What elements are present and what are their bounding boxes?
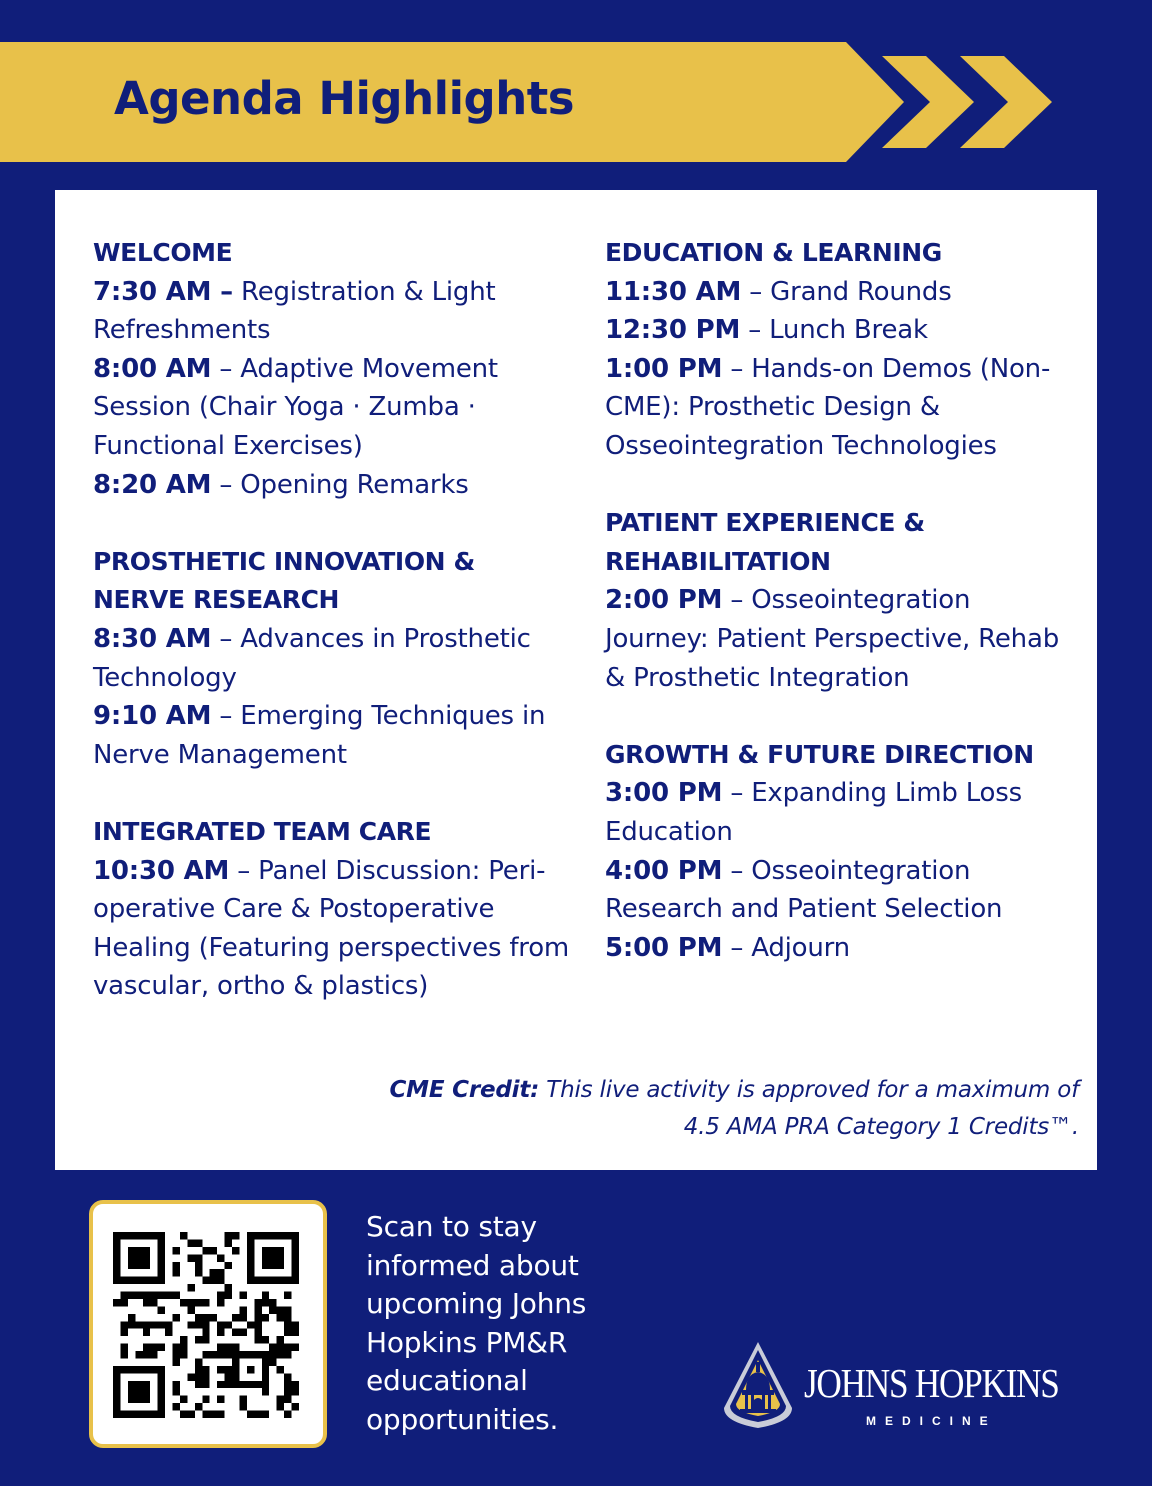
agenda-item-description: – Adaptive Movement Session (Chair Yoga · Zumba · Functional Exercises) (93, 353, 498, 461)
agenda-item (605, 774, 1075, 851)
logo-subtitle: MEDICINE (866, 1414, 997, 1428)
qr-code-card[interactable] (89, 1200, 327, 1448)
agenda-item-description: – Osseointegration Journey: Patient Perspective, Rehab & Prosthetic Integration (605, 585, 1059, 693)
agenda-left-column (93, 234, 573, 1044)
page-title: Agenda Highlights (114, 72, 575, 125)
agenda-item-description: – Panel Discussion: Peri-operative Care & Postoperative Healing (Featuring perspectives from vascular, ortho & plastics) (93, 855, 570, 1002)
johns-hopkins-shield-icon (720, 1340, 796, 1430)
agenda-item-description: – Advances in Prosthetic Technology (93, 623, 531, 693)
section-heading: INTEGRATED TEAM CARE (93, 816, 432, 846)
cme-credit-text: This live activity is approved for a maximum of 4.5 AMA PRA Category 1 Credits™. (539, 1077, 1079, 1140)
agenda-item-time: 11:30 AM (605, 276, 742, 307)
agenda-item-time: 5:00 PM (605, 932, 723, 963)
agenda-item (605, 581, 1075, 697)
agenda-item (605, 929, 1075, 968)
agenda-item (93, 620, 573, 697)
agenda-item-time: 8:30 AM (93, 623, 212, 654)
agenda-item (605, 852, 1075, 929)
logo-name: JOHNS HOPKINS (804, 1360, 1059, 1406)
agenda-item-description: – Opening Remarks (211, 469, 469, 500)
scan-info-text: Scan to stay informed about upcoming Johns Hopkins PM&R educational opportunities. (366, 1210, 587, 1436)
agenda-item-description: – Hands-on Demos (Non-CME): Prosthetic Design & Osseointegration Technologies (605, 353, 1051, 461)
agenda-item-time: 7:30 AM – (93, 276, 233, 307)
agenda-section (605, 234, 1075, 466)
agenda-item-description: – Adjourn (722, 932, 850, 963)
agenda-item-description: Registration & Light Refreshments (93, 276, 496, 346)
agenda-section (93, 234, 573, 504)
agenda-section (93, 543, 573, 775)
agenda-item-description: – Expanding Limb Loss Education (605, 778, 1022, 847)
agenda-item (605, 273, 1075, 312)
agenda-item-description: – Grand Rounds (741, 276, 952, 307)
agenda-item (93, 466, 573, 505)
agenda-item (93, 697, 573, 774)
section-heading: PATIENT EXPERIENCE & REHABILITATION (605, 508, 925, 576)
agenda-item (93, 273, 573, 350)
agenda-item-time: 8:00 AM (93, 353, 212, 384)
section-heading: WELCOME (93, 238, 233, 267)
agenda-item-time: 4:00 PM (605, 855, 723, 886)
agenda-item-description: – Lunch Break (740, 315, 928, 346)
agenda-right-column (605, 234, 1075, 1006)
agenda-panel (55, 190, 1097, 1170)
agenda-item (93, 350, 573, 466)
qr-code-icon[interactable] (113, 1232, 299, 1418)
agenda-item-time: 9:10 AM (93, 701, 212, 732)
agenda-section (605, 504, 1075, 697)
agenda-item-description: – Osseointegration Research and Patient Selection (605, 855, 1003, 925)
agenda-item-description: – Emerging Techniques in Nerve Management (93, 701, 546, 770)
cme-credit-label: CME Credit: (389, 1077, 540, 1103)
section-heading: EDUCATION & LEARNING (605, 238, 942, 267)
section-heading: GROWTH & FUTURE DIRECTION (605, 739, 1034, 769)
agenda-item-time: 10:30 AM (93, 855, 230, 886)
agenda-item-time: 3:00 PM (605, 778, 723, 809)
agenda-item (93, 852, 573, 1006)
agenda-item-time: 12:30 PM (605, 315, 741, 346)
agenda-section (605, 736, 1075, 968)
agenda-item-time: 1:00 PM (605, 353, 723, 384)
agenda-section (93, 813, 573, 1006)
agenda-item-time: 8:20 AM (93, 469, 212, 500)
section-heading: PROSTHETIC INNOVATION & NERVE RESEARCH (93, 546, 475, 615)
agenda-item (605, 311, 1075, 350)
johns-hopkins-logo (720, 1340, 1090, 1435)
agenda-item (605, 350, 1075, 466)
agenda-item-time: 2:00 PM (605, 585, 723, 616)
cme-credit-note (379, 1072, 1079, 1146)
